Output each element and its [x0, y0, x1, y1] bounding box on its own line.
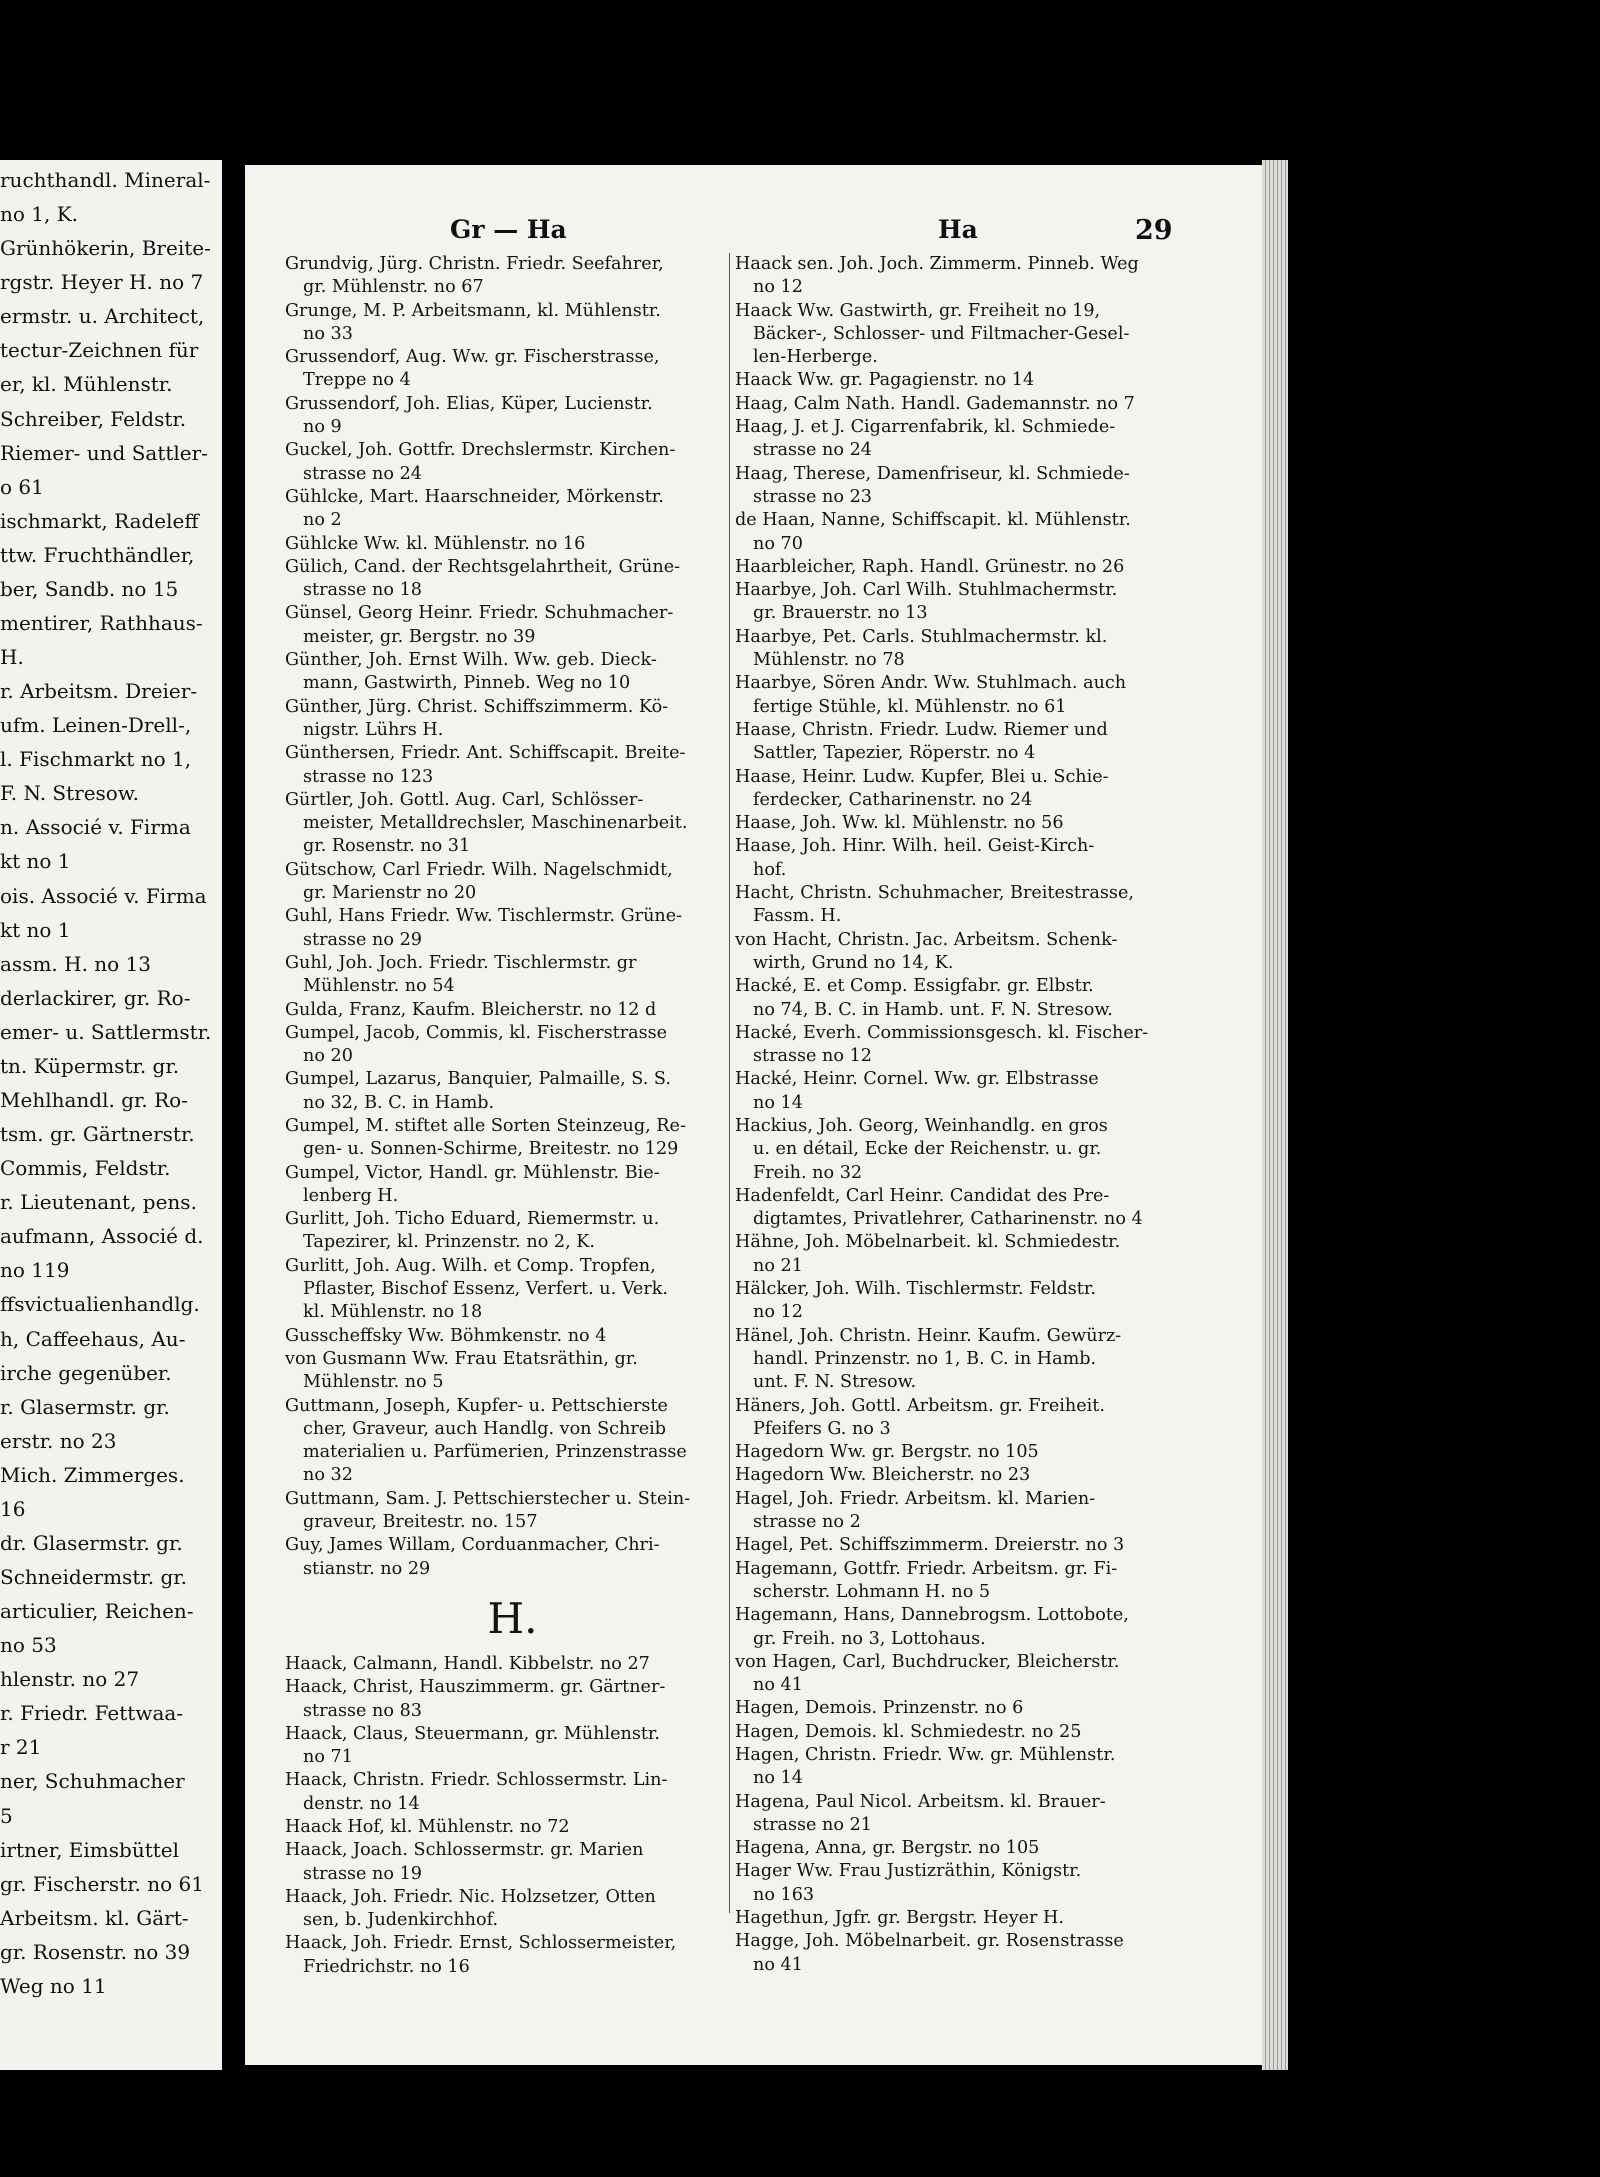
- directory-entry-line: strasse no 2: [753, 1512, 861, 1533]
- directory-entry-line: u. en détail, Ecke der Reichenstr. u. gr.: [753, 1139, 1102, 1160]
- directory-entry-line: gr. Marienstr no 20: [303, 883, 477, 904]
- left-page-line: Mich. Zimmerges.: [0, 1462, 185, 1487]
- directory-entry-line: Hagen, Demois. kl. Schmiedestr. no 25: [735, 1721, 1082, 1742]
- directory-entry-line: Günsel, Georg Heinr. Friedr. Schuhmacher-: [285, 603, 674, 624]
- directory-entry-line: Haack Ww. Gastwirth, gr. Freiheit no 19,: [735, 300, 1101, 321]
- directory-entry-line: Haack, Christn. Friedr. Schlossermstr. Lin-: [285, 1770, 668, 1791]
- left-page-line: rgstr. Heyer H. no 7: [0, 270, 204, 295]
- left-page-line: derlackirer, gr. Ro-: [0, 985, 191, 1010]
- directory-entry-line: Haack, Joach. Schlossermstr. gr. Marien: [285, 1840, 644, 1861]
- left-page-line: Commis, Feldstr.: [0, 1156, 171, 1181]
- directory-entry-line: Hagethun, Jgfr. gr. Bergstr. Heyer H.: [735, 1908, 1064, 1929]
- directory-entry-line: strasse no 21: [753, 1814, 872, 1835]
- directory-entry-line: Haack, Christ, Hauszimmerm. gr. Gärtner-: [285, 1677, 666, 1698]
- directory-entry-line: Gumpel, M. stiftet alle Sorten Steinzeug, Re-: [285, 1115, 686, 1136]
- directory-entry-line: Hagen, Christn. Friedr. Ww. gr. Mühlenstr.: [735, 1745, 1116, 1765]
- column-right: [735, 253, 1190, 1977]
- directory-entry-line: stianstr. no 29: [303, 1558, 431, 1579]
- directory-entry-line: meister, gr. Bergstr. no 39: [303, 626, 536, 647]
- directory-entry-line: Hagge, Joh. Möbelnarbeit. gr. Rosenstrasse: [735, 1931, 1124, 1952]
- directory-entry-line: Gülich, Cand. der Rechtsgelahrtheit, Grüne-: [285, 556, 681, 577]
- running-head-right: Ha: [938, 215, 978, 244]
- entry-list-ha: [735, 253, 1190, 1977]
- left-page-line: ber, Sandb. no 15: [0, 576, 179, 601]
- directory-entry-line: Hagel, Pet. Schiffszimmerm. Dreierstr. no 3: [735, 1535, 1125, 1556]
- left-page-line: articulier, Reichen-: [0, 1599, 194, 1624]
- directory-entry-line: no 33: [303, 323, 353, 344]
- left-page-line: aufmann, Associé d.: [0, 1224, 204, 1249]
- directory-entry-line: gr. Brauerstr. no 13: [753, 603, 928, 624]
- directory-entry-line: handl. Prinzenstr. no 1, B. C. in Hamb.: [753, 1348, 1097, 1369]
- left-page-line: dr. Glasermstr. gr.: [0, 1530, 183, 1555]
- directory-entry-line: ferdecker, Catharinenstr. no 24: [753, 789, 1033, 810]
- directory-entry-line: Sattler, Tapezier, Röperstr. no 4: [753, 743, 1036, 764]
- directory-entry-line: Hackius, Joh. Georg, Weinhandlg. en gros: [735, 1115, 1108, 1136]
- directory-entry-line: Guttmann, Joseph, Kupfer- u. Pettschierste: [285, 1395, 668, 1416]
- directory-entry-line: strasse no 24: [753, 440, 872, 461]
- directory-entry-line: Günther, Joh. Ernst Wilh. Ww. geb. Dieck-: [285, 650, 657, 671]
- directory-entry-line: Pfeifers G. no 3: [753, 1418, 891, 1439]
- left-page-line: H.: [0, 645, 24, 670]
- directory-entry-line: lenberg H.: [303, 1185, 399, 1206]
- left-page-line: r 21: [0, 1735, 42, 1760]
- directory-entry-line: Hagemann, Hans, Dannebrogsm. Lottobote,: [735, 1605, 1129, 1626]
- directory-entry-line: Guhl, Hans Friedr. Ww. Tischlermstr. Grüne-: [285, 906, 683, 927]
- directory-entry-line: no 163: [753, 1884, 815, 1905]
- directory-entry-line: wirth, Grund no 14, K.: [753, 952, 954, 973]
- column-left: [285, 253, 740, 1979]
- directory-entry-line: Hagemann, Gottfr. Friedr. Arbeitsm. gr. Fi-: [735, 1558, 1118, 1579]
- left-page-line: er, kl. Mühlenstr.: [0, 372, 173, 397]
- directory-entry-line: graveur, Breitestr. no. 157: [303, 1512, 538, 1533]
- left-page-line: r. Lieutenant, pens.: [0, 1190, 197, 1215]
- directory-entry-line: fertige Stühle, kl. Mühlenstr. no 61: [753, 696, 1067, 717]
- directory-entry-line: Hagel, Joh. Friedr. Arbeitsm. kl. Marien-: [735, 1488, 1096, 1509]
- left-page-line: Schneidermstr. gr.: [0, 1565, 187, 1590]
- left-page-line: ois. Associé v. Firma: [0, 883, 207, 908]
- directory-entry-line: Günthersen, Friedr. Ant. Schiffscapit. Breite-: [285, 743, 686, 764]
- directory-entry-line: strasse no 12: [753, 1046, 872, 1067]
- running-head-left: Gr — Ha: [450, 215, 567, 244]
- directory-entry-line: Gumpel, Lazarus, Banquier, Palmaille, S. S.: [285, 1069, 671, 1090]
- directory-entry-line: Haase, Joh. Hinr. Wilh. heil. Geist-Kirch-: [735, 836, 1095, 857]
- directory-entry-line: Mühlenstr. no 5: [303, 1372, 444, 1393]
- directory-entry-line: Hacké, E. et Comp. Essigfabr. gr. Elbstr.: [735, 976, 1094, 997]
- directory-entry-line: no 9: [303, 417, 342, 438]
- left-page-line: ruchthandl. Mineral-: [0, 168, 211, 192]
- left-page-line: 16: [0, 1496, 26, 1521]
- directory-entry-line: denstr. no 14: [303, 1793, 420, 1814]
- directory-entry-line: Mühlenstr. no 54: [303, 976, 455, 997]
- left-page-line: mentirer, Rathhaus-: [0, 610, 203, 635]
- directory-entry-line: cher, Graveur, auch Handlg. von Schreib: [303, 1418, 667, 1439]
- directory-entry-line: Gumpel, Jacob, Commis, kl. Fischerstrasse: [285, 1022, 668, 1043]
- directory-entry-line: Gurlitt, Joh. Aug. Wilh. et Comp. Tropfen,: [285, 1255, 656, 1276]
- directory-entry-line: Gulda, Franz, Kaufm. Bleicherstr. no 12 d: [285, 999, 657, 1020]
- left-page-line: tn. Küpermstr. gr.: [0, 1053, 180, 1078]
- directory-entry-line: Grundvig, Jürg. Christn. Friedr. Seefahrer,: [285, 254, 664, 274]
- left-page-line: ischmarkt, Radeleff: [0, 508, 199, 533]
- directory-entry-line: Hagen, Demois. Prinzenstr. no 6: [735, 1698, 1024, 1719]
- directory-entry-line: strasse no 83: [303, 1700, 422, 1721]
- left-page-line: irche gegenüber.: [0, 1360, 172, 1385]
- directory-entry-line: strasse no 24: [303, 463, 422, 484]
- directory-entry-line: Haack sen. Joh. Joch. Zimmerm. Pinneb. Weg: [735, 254, 1139, 274]
- left-page-line: no 1, K.: [0, 202, 79, 227]
- directory-entry-line: no 12: [753, 1302, 803, 1323]
- left-page-line: ttw. Fruchthändler,: [0, 542, 195, 567]
- directory-entry-line: Gühlcke Ww. kl. Mühlenstr. no 16: [285, 533, 586, 554]
- directory-entry-line: Haack, Joh. Friedr. Ernst, Schlossermeister,: [285, 1933, 677, 1954]
- left-page-line: r. Friedr. Fettwaa-: [0, 1701, 184, 1726]
- left-page-line: hlenstr. no 27: [0, 1667, 140, 1692]
- directory-entry-line: unt. F. N. Stresow.: [753, 1372, 917, 1393]
- directory-entry-line: Grunge, M. P. Arbeitsmann, kl. Mühlenstr.: [285, 300, 661, 321]
- directory-entry-line: Gürtler, Joh. Gottl. Aug. Carl, Schlösser-: [285, 789, 644, 810]
- directory-entry-line: Günther, Jürg. Christ. Schiffszimmerm. Kö-: [285, 696, 669, 717]
- directory-entry-line: mann, Gastwirth, Pinneb. Weg no 10: [303, 673, 631, 694]
- directory-entry-line: digtamtes, Privatlehrer, Catharinenstr. no 4: [753, 1209, 1143, 1230]
- left-page-line: no 119: [0, 1258, 70, 1283]
- left-page-line: o 61: [0, 474, 44, 499]
- left-page-line: ermstr. u. Architect,: [0, 304, 205, 329]
- directory-entry-line: Freih. no 32: [753, 1162, 863, 1183]
- directory-entry-line: Fassm. H.: [753, 906, 842, 927]
- left-page-line: assm. H. no 13: [0, 951, 152, 976]
- directory-entry-line: Guhl, Joh. Joch. Friedr. Tischlermstr. gr: [285, 952, 637, 973]
- directory-entry-line: Haarbye, Sören Andr. Ww. Stuhlmach. auch: [735, 673, 1127, 694]
- directory-entry-line: Haase, Christn. Friedr. Ludw. Riemer und: [735, 719, 1108, 740]
- directory-entry-line: Gusscheffsky Ww. Böhmkenstr. no 4: [285, 1325, 607, 1346]
- page-number: 29: [1135, 215, 1173, 246]
- left-page-line: Mehlhandl. gr. Ro-: [0, 1088, 188, 1112]
- directory-entry-line: Friedrichstr. no 16: [303, 1956, 470, 1977]
- directory-entry-line: strasse no 19: [303, 1863, 422, 1884]
- directory-entry-line: no 14: [753, 1768, 803, 1789]
- directory-entry-line: no 12: [753, 277, 803, 298]
- directory-entry-line: no 41: [753, 1954, 803, 1975]
- directory-entry-line: Hadenfeldt, Carl Heinr. Candidat des Pre-: [735, 1185, 1110, 1206]
- directory-entry-line: Mühlenstr. no 78: [753, 650, 905, 671]
- directory-entry-line: de Haan, Nanne, Schiffscapit. kl. Mühlenstr.: [735, 510, 1131, 531]
- directory-entry-line: Hacké, Everh. Commissionsgesch. kl. Fischer-: [735, 1022, 1149, 1043]
- directory-entry-line: Pflaster, Bischof Essenz, Verfert. u. Verk.: [303, 1279, 668, 1300]
- directory-entry-line: Hacht, Christn. Schuhmacher, Breitestrasse,: [735, 883, 1134, 904]
- directory-entry-line: gr. Rosenstr. no 31: [303, 836, 471, 857]
- directory-entry-line: strasse no 123: [303, 766, 434, 787]
- directory-entry-line: Hager Ww. Frau Justizräthin, Königstr.: [735, 1861, 1082, 1882]
- left-page-line: l. Fischmarkt no 1,: [0, 747, 192, 772]
- directory-entry-line: meister, Metalldrechsler, Maschinenarbeit.: [303, 813, 688, 834]
- directory-entry-line: Haack Hof, kl. Mühlenstr. no 72: [285, 1817, 570, 1837]
- directory-entry-line: no 14: [753, 1092, 803, 1113]
- directory-entry-line: Haag, Therese, Damenfriseur, kl. Schmiede-: [735, 463, 1130, 484]
- directory-entry-line: gr. Freih. no 3, Lottohaus.: [753, 1628, 986, 1649]
- directory-entry-line: Haack, Joh. Friedr. Nic. Holzsetzer, Otten: [285, 1886, 656, 1907]
- left-page-line: erstr. no 23: [0, 1428, 117, 1453]
- directory-entry-line: len-Herberge.: [753, 347, 878, 368]
- directory-entry-line: gen- u. Sonnen-Schirme, Breitestr. no 129: [303, 1139, 679, 1160]
- left-page-line: ufm. Leinen-Drell-,: [0, 713, 192, 738]
- directory-entry-line: Gumpel, Victor, Handl. gr. Mühlenstr. Bie-: [285, 1162, 660, 1183]
- directory-entry-line: Hänel, Joh. Christn. Heinr. Kaufm. Gewürz-: [735, 1325, 1122, 1346]
- directory-entry-line: Hähne, Joh. Möbelnarbeit. kl. Schmiedestr.: [735, 1232, 1121, 1253]
- directory-entry-line: Guttmann, Sam. J. Pettschierstecher u. Stein-: [285, 1488, 691, 1509]
- left-page-line: r. Glasermstr. gr.: [0, 1394, 170, 1419]
- directory-entry-line: Guckel, Joh. Gottfr. Drechslermstr. Kirchen-: [285, 440, 676, 461]
- directory-entry-line: materialien u. Parfümerien, Prinzenstrasse: [303, 1442, 687, 1463]
- left-page-line: irtner, Eimsbüttel: [0, 1837, 180, 1862]
- left-page-line: no 53: [0, 1633, 57, 1658]
- left-page-fragment: [0, 160, 222, 2070]
- left-page-line: emer- u. Sattlermstr.: [0, 1019, 212, 1044]
- directory-entry-line: Guy, James Willam, Corduanmacher, Chri-: [285, 1535, 660, 1556]
- directory-entry-line: strasse no 23: [753, 486, 872, 507]
- directory-entry-line: Haack, Claus, Steuermann, gr. Mühlenstr.: [285, 1723, 660, 1744]
- directory-entry-line: Hagedorn Ww. gr. Bergstr. no 105: [735, 1442, 1039, 1463]
- directory-entry-line: Tapezirer, kl. Prinzenstr. no 2, K.: [303, 1232, 595, 1253]
- directory-entry-line: Grussendorf, Aug. Ww. gr. Fischerstrasse,: [285, 347, 660, 368]
- directory-entry-line: Bäcker-, Schlosser- und Filtmacher-Gesel-: [753, 323, 1130, 344]
- directory-entry-line: Haag, J. et J. Cigarrenfabrik, kl. Schmiede-: [735, 417, 1116, 438]
- directory-entry-line: Hagedorn Ww. Bleicherstr. no 23: [735, 1465, 1031, 1486]
- directory-entry-line: no 71: [303, 1747, 353, 1768]
- page-edge: [1262, 160, 1288, 2070]
- left-page-line: h, Caffeehaus, Au-: [0, 1326, 186, 1351]
- directory-entry-line: Gütschow, Carl Friedr. Wilh. Nagelschmidt,: [285, 859, 673, 880]
- column-divider: [729, 253, 730, 1913]
- directory-entry-line: no 20: [303, 1046, 353, 1067]
- directory-entry-line: Haase, Joh. Ww. kl. Mühlenstr. no 56: [735, 813, 1064, 834]
- directory-entry-line: Treppe no 4: [303, 370, 411, 391]
- directory-entry-line: Gurlitt, Joh. Ticho Eduard, Riemermstr. u.: [285, 1209, 660, 1230]
- left-page-line: 5: [0, 1803, 13, 1828]
- left-page-line: gr. Fischerstr. no 61: [0, 1871, 205, 1896]
- directory-entry-line: nigstr. Lührs H.: [303, 719, 444, 740]
- left-page-line: ffsvictualienhandlg.: [0, 1292, 200, 1317]
- directory-entry-line: no 32, B. C. in Hamb.: [303, 1092, 495, 1113]
- directory-entry-line: Hacké, Heinr. Cornel. Ww. gr. Elbstrasse: [735, 1069, 1099, 1090]
- left-page-line: Weg no 11: [0, 1973, 107, 1998]
- left-page-line: r. Arbeitsm. Dreier-: [0, 679, 198, 704]
- directory-entry-line: no 70: [753, 533, 803, 554]
- left-page-line: n. Associé v. Firma: [0, 815, 191, 840]
- left-page-line: Schreiber, Feldstr.: [0, 406, 187, 431]
- left-page-line: tectur-Zeichnen für: [0, 338, 199, 363]
- directory-entry-line: Hagena, Paul Nicol. Arbeitsm. kl. Brauer-: [735, 1791, 1106, 1812]
- left-page-line: Riemer- und Sattler-: [0, 440, 208, 465]
- book-page: [245, 165, 1285, 2065]
- directory-entry-line: no 41: [753, 1675, 803, 1696]
- directory-entry-line: von Hagen, Carl, Buchdrucker, Bleicherstr.: [735, 1651, 1120, 1672]
- entry-list-g: [285, 253, 740, 1581]
- directory-entry-line: Haase, Heinr. Ludw. Kupfer, Blei u. Schie-: [735, 766, 1109, 787]
- directory-entry-line: hof.: [753, 859, 787, 880]
- directory-entry-line: kl. Mühlenstr. no 18: [303, 1302, 483, 1323]
- left-page-line: kt no 1: [0, 849, 71, 874]
- directory-entry-line: sen, b. Judenkirchhof.: [303, 1910, 499, 1931]
- directory-entry-line: Haack Ww. gr. Pagagienstr. no 14: [735, 370, 1035, 391]
- entry-list-h: [285, 1653, 740, 1979]
- directory-entry-line: Hälcker, Joh. Wilh. Tischlermstr. Feldstr.: [735, 1279, 1096, 1300]
- left-page-line: kt no 1: [0, 917, 71, 942]
- directory-entry-line: strasse no 29: [303, 929, 422, 950]
- directory-entry-line: Haarbye, Pet. Carls. Stuhlmachermstr. kl.: [735, 626, 1108, 647]
- left-page-line: Grünhökerin, Breite-: [0, 236, 211, 261]
- directory-entry-line: Haarbye, Joh. Carl Wilh. Stuhlmachermstr.: [735, 580, 1118, 601]
- directory-entry-line: Häners, Joh. Gottl. Arbeitsm. gr. Freiheit.: [735, 1395, 1105, 1416]
- directory-entry-line: Grussendorf, Joh. Elias, Küper, Lucienstr.: [285, 393, 653, 414]
- directory-entry-line: scherstr. Lohmann H. no 5: [753, 1581, 991, 1602]
- directory-entry-line: Gühlcke, Mart. Haarschneider, Mörkenstr.: [285, 486, 664, 507]
- directory-entry-line: no 21: [753, 1255, 803, 1276]
- directory-entry-line: von Hacht, Christn. Jac. Arbeitsm. Schenk-: [735, 929, 1118, 950]
- directory-entry-line: no 74, B. C. in Hamb. unt. F. N. Stresow.: [753, 999, 1113, 1020]
- left-page-line: Arbeitsm. kl. Gärt-: [0, 1905, 189, 1930]
- directory-entry-line: gr. Mühlenstr. no 67: [303, 277, 484, 298]
- left-page-line: F. N. Stresow.: [0, 781, 139, 806]
- section-letter-h: H.: [487, 1593, 538, 1643]
- directory-entry-line: no 2: [303, 510, 342, 531]
- directory-entry-line: Haack, Calmann, Handl. Kibbelstr. no 27: [285, 1653, 650, 1674]
- directory-entry-line: von Gusmann Ww. Frau Etatsräthin, gr.: [285, 1348, 638, 1369]
- left-page-line: ner, Schuhmacher: [0, 1769, 185, 1794]
- directory-entry-line: Hagena, Anna, gr. Bergstr. no 105: [735, 1838, 1040, 1859]
- directory-entry-line: no 32: [303, 1465, 353, 1486]
- left-page-line: tsm. gr. Gärtnerstr.: [0, 1122, 195, 1147]
- left-page-line: gr. Rosenstr. no 39: [0, 1939, 191, 1964]
- directory-entry-line: Haag, Calm Nath. Handl. Gademannstr. no 7: [735, 393, 1135, 414]
- directory-entry-line: Haarbleicher, Raph. Handl. Grünestr. no 26: [735, 556, 1125, 577]
- directory-entry-line: strasse no 18: [303, 580, 422, 601]
